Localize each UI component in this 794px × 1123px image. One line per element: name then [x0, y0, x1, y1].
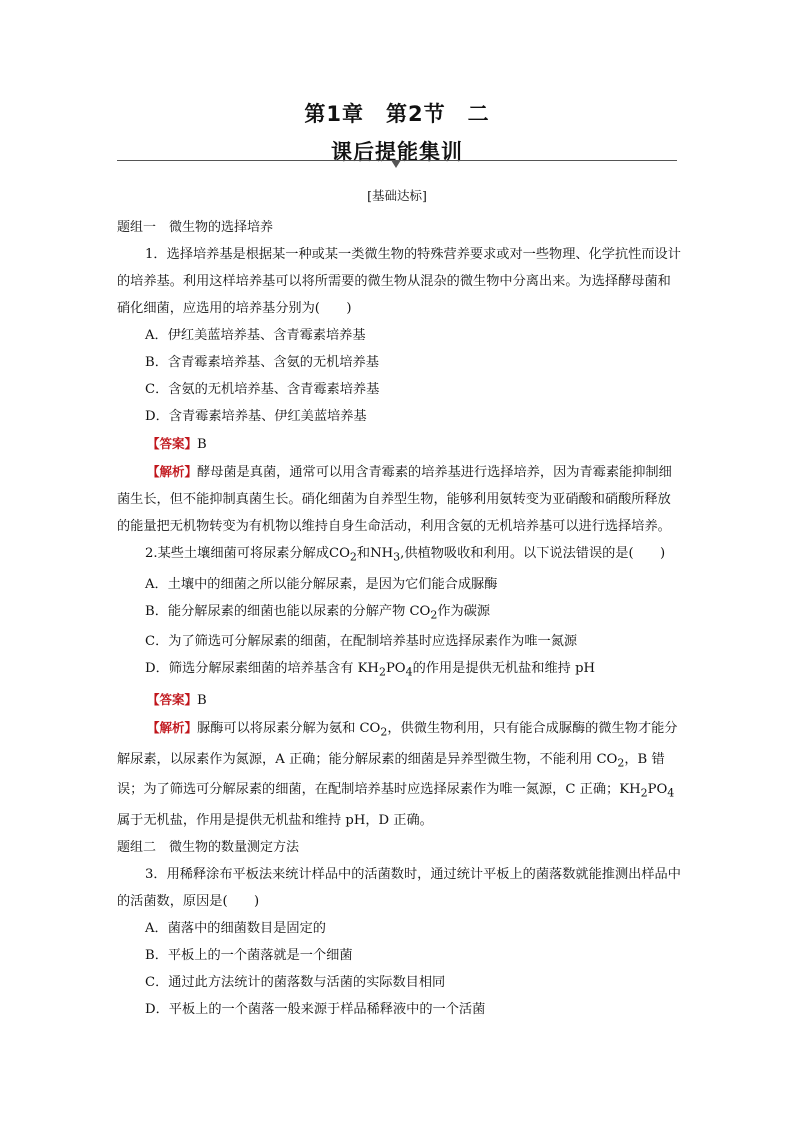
question-2-option-c: C．为了筛选可分解尿素的细菌，在配制培养基时应选择尿素作为唯一氮源 — [145, 634, 578, 650]
subscript: 4 — [667, 786, 675, 800]
group-title: 题组二 微生物的数量测定方法 — [117, 839, 300, 855]
option-part: 的作用是提供无机盐和维持 pH — [412, 661, 596, 677]
divider-triangle-icon — [391, 160, 401, 168]
question-3-option-d: D．平板上的一个菌落一般来源于样品稀释液中的一个活菌 — [145, 1001, 486, 1017]
analysis-label: 【解析】 — [147, 719, 198, 735]
subscript: 2 — [378, 665, 386, 679]
subscript: 3 — [393, 550, 401, 564]
group-title: 题组一 微生物的选择培养 — [117, 220, 274, 235]
question-1-option-c: C．含氨的无机培养基、含青霉素培养基 — [145, 382, 380, 397]
subscript: 2 — [640, 786, 648, 800]
subscript: 2 — [617, 756, 625, 770]
option-part: D．筛选分解尿素细菌的培养基含有 KH — [145, 661, 379, 677]
question-2-option-b — [117, 598, 682, 629]
subscript: 2 — [349, 550, 357, 564]
question-3-option-a: A．菌落中的细菌数目是固定的 — [145, 920, 326, 936]
option-part: B．能分解尿素的细菌也能以尿素的分解产物 CO — [145, 603, 431, 619]
analysis-part: PO — [647, 782, 668, 798]
subscript: 4 — [405, 665, 413, 679]
question-3-option-c: C．通过此方法统计的菌落数与活菌的实际数目相同 — [145, 974, 446, 990]
option-part: PO — [385, 661, 406, 677]
subscript: 2 — [430, 608, 438, 622]
option-part: 作为碳源 — [437, 603, 491, 619]
question-2-option-a: A．土壤中的细菌之所以能分解尿素，是因为它们能合成脲酶 — [145, 576, 498, 592]
question-3-stem: 3．用稀释涂布平板法来统计样品中的活菌数时，通过统计平板上的菌落数就能推测出样品中的活菌数，原因是( ) — [117, 866, 681, 909]
question-1-option-a: A．伊红美蓝培养基、含青霉素培养基 — [145, 328, 366, 343]
analysis-part: ，B 错误；为了筛选可分解尿素的细菌，在配制培养基时应选择尿素作为唯一氮源，C 正确；KH — [117, 751, 665, 798]
analysis-part: 脲酶可以将尿素分解为氨和 CO — [197, 720, 381, 736]
question-2-answer — [117, 686, 682, 714]
section-subtitle: 课后提能集训 — [331, 140, 463, 164]
answer-label: 【答案】 — [147, 691, 198, 707]
question-2-option-d — [117, 655, 682, 686]
question-1-analysis — [117, 458, 682, 540]
stem-part: ,供植物吸收和利用。以下说法错误的是( ) — [400, 546, 666, 561]
question-2-analysis — [117, 714, 682, 834]
answer-value: B — [197, 437, 207, 452]
question-1-stem: 1．选择培养基是根据某一种或某一类微生物的特殊营养要求或对一些物理、化学抗性而设计的培养基。利用这样培养基可以将所需要的微生物从混杂的微生物中分离出来。为选择酵母菌和硝化细菌，应选用的培养基分别为( ) — [117, 247, 681, 316]
analysis-label: 【解析】 — [147, 464, 198, 479]
question-3-option-b: B．平板上的一个菌落就是一个细菌 — [145, 947, 353, 963]
question-1-option-d: D．含青霉素培养基、伊红美蓝培养基 — [145, 409, 367, 424]
answer-value: B — [197, 692, 207, 708]
document-body — [117, 214, 682, 1023]
analysis-text: 酵母菌是真菌，通常可以用含青霉素的培养基进行选择培养，因为青霉素能抑制细菌生长，但不能抑制真菌生长。硝化细菌为自养型生物，能够利用氨转变为亚硝酸和硝酸所释放的能量把无机物转变为有机物以维持自身生命活动，利用含氨的无机培养基可以进行选择培养。 — [117, 465, 672, 534]
answer-label: 【答案】 — [147, 436, 198, 451]
subscript: 2 — [380, 725, 388, 739]
analysis-part: ，供微生物利用，只有能合成脲酶的微生物才能分解尿素，以尿素作为氮源，A 正确；能分解尿素的细菌是异养型微生物，不能利用 CO — [117, 720, 678, 767]
question-1-option-b: B．含青霉素培养基、含氨的无机培养基 — [145, 355, 379, 370]
question-2-stem — [117, 540, 682, 571]
stem-part: 2.某些土壤细菌可将尿素分解成CO — [145, 546, 350, 561]
level-tag: [基础达标] — [367, 188, 427, 203]
question-1-answer — [117, 430, 682, 458]
stem-part: 和NH — [356, 546, 394, 561]
chapter-heading: 第1章 第2节 二 — [304, 102, 490, 126]
analysis-part: 属于无机盐，作用是提供无机盐和维持 pH，D 正确。 — [117, 812, 433, 828]
